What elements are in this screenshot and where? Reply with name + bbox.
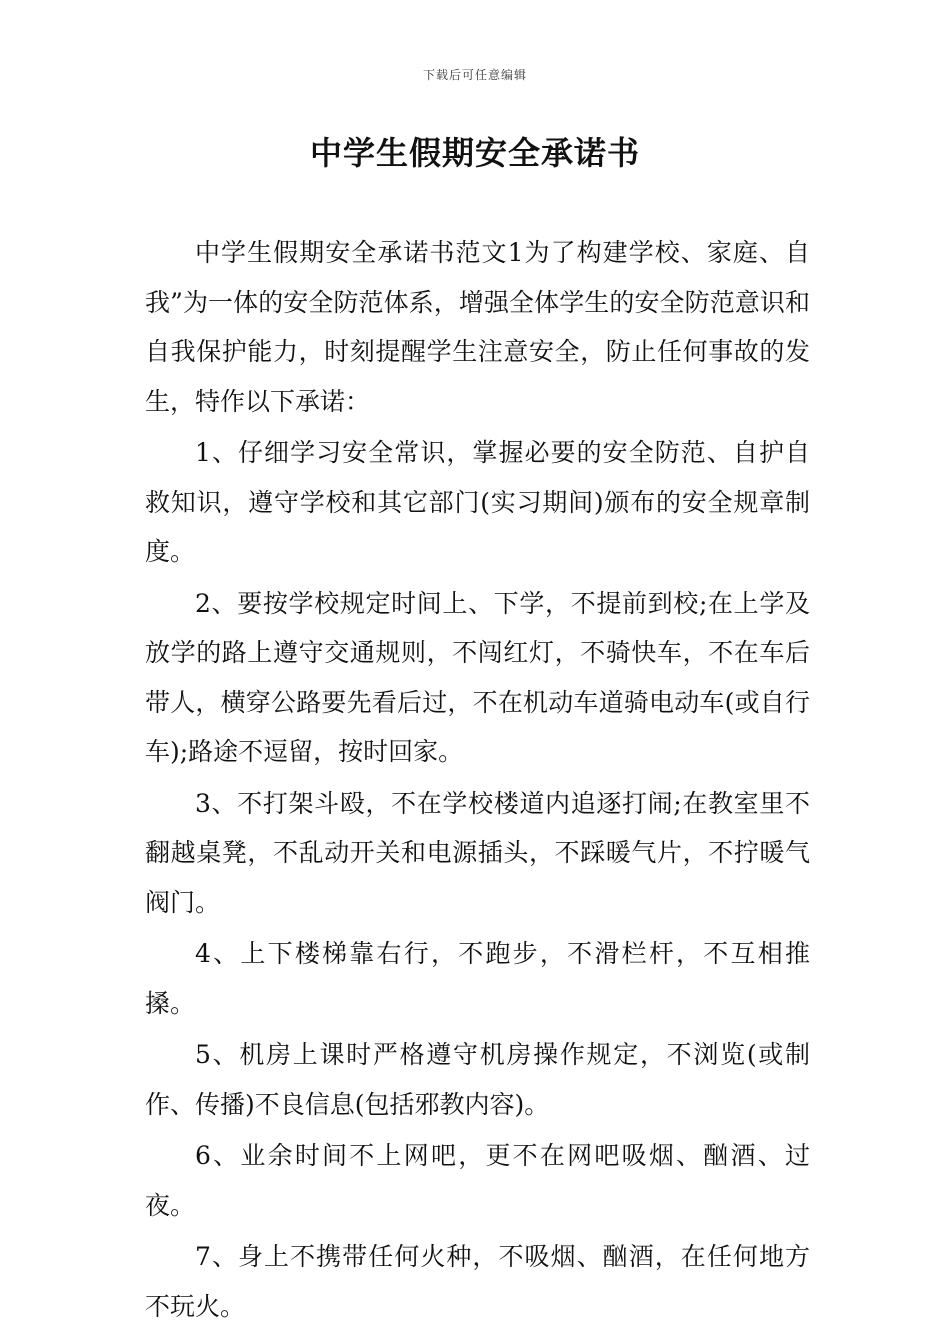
document-title: 中学生假期安全承诺书 xyxy=(309,134,640,172)
paragraph-item-1: 1、仔细学习安全常识，掌握必要的安全防范、自护自救知识，遵守学校和其它部门(实习期间)颁布的安全规章制度。 xyxy=(145,438,810,566)
paragraph-intro: 中学生假期安全承诺书范文1为了构建学校、家庭、自我”为一体的安全防范体系，增强全体学生的安全防范意识和自我保护能力，时刻提醒学生注意安全，防止任何事故的发生，特作以下承诺： xyxy=(145,238,810,416)
paragraph-item-2: 2、要按学校规定时间上、下学，不提前到校;在上学及放学的路上遵守交通规则，不闯红灯，不骑快车，不在车后带人，横穿公路要先看后过，不在机动车道骑电动车(或自行车);路途不逗留，按时回家。 xyxy=(145,588,810,766)
paragraph-item-5: 5、机房上课时严格遵守机房操作规定，不浏览(或制作、传播)不良信息(包括邪教内容)。 xyxy=(145,1040,810,1119)
document-body xyxy=(145,228,810,1333)
header-note: 下载后可任意编辑 xyxy=(422,68,527,82)
paragraph-item-4: 4、上下楼梯靠右行，不跑步，不滑栏杆，不互相推搡。 xyxy=(145,939,810,1018)
paragraph-item-3: 3、不打架斗殴，不在学校楼道内追逐打闹;在教室里不翻越桌凳，不乱动开关和电源插头，不踩暖气片，不拧暖气阀门。 xyxy=(145,788,810,917)
paragraph-item-7: 7、身上不携带任何火种，不吸烟、酗酒，在任何地方不玩火。 xyxy=(145,1242,810,1321)
paragraph-item-6: 6、业余时间不上网吧，更不在网吧吸烟、酗酒、过夜。 xyxy=(145,1141,810,1220)
